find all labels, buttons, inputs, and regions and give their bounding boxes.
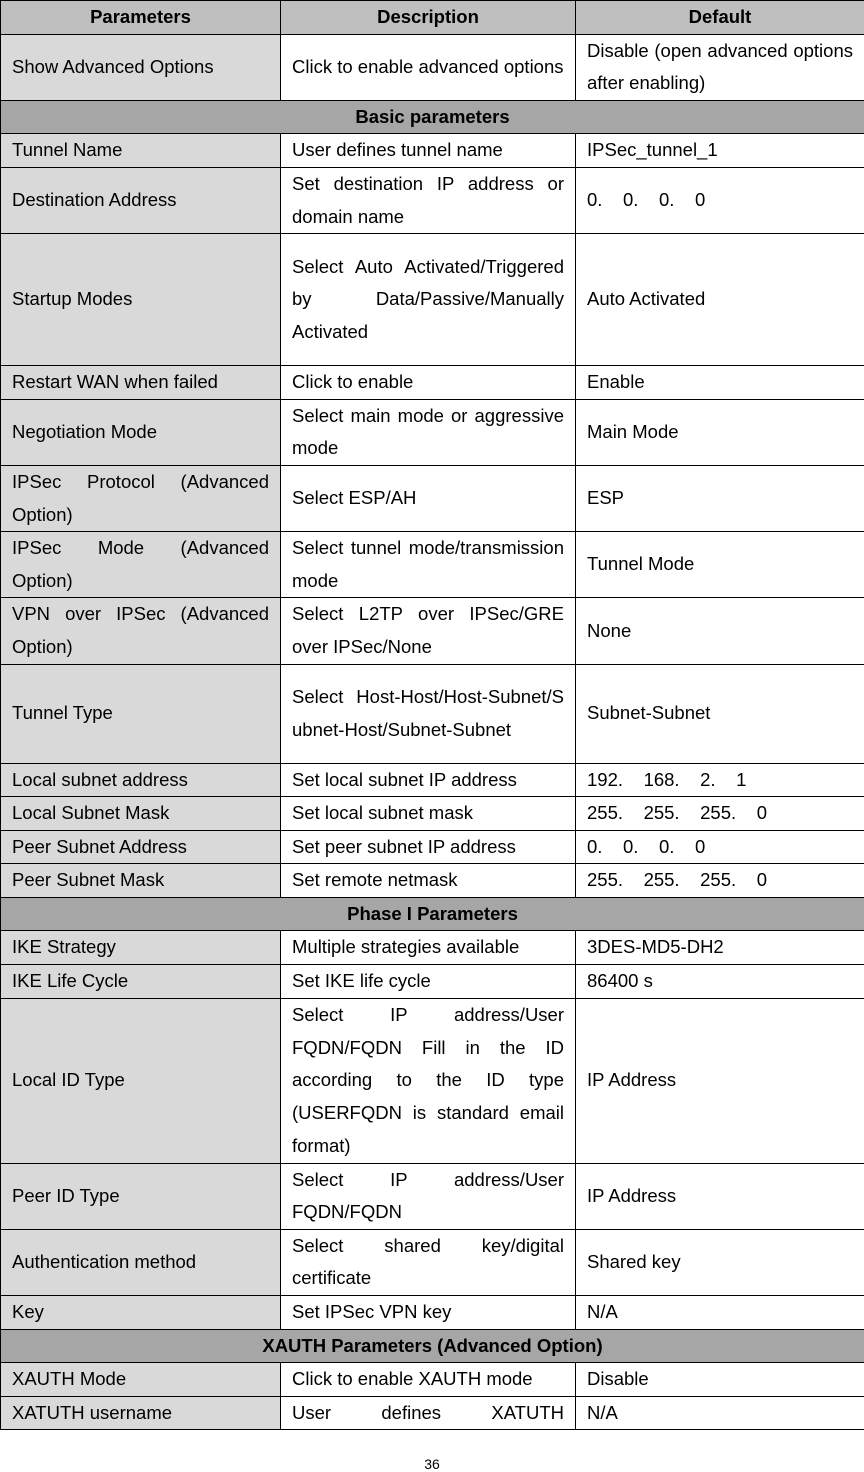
default-cell: 3DES-MD5-DH2 — [576, 931, 864, 965]
section-header-row — [1, 1329, 864, 1363]
desc-cell: Set peer subnet IP address — [281, 830, 576, 864]
desc-cell: Select IP address/User FQDN/FQDN Fill in the ID according to the ID type (USERFQDN is standard email format) — [281, 998, 576, 1163]
param-cell: Local subnet address — [1, 763, 281, 797]
desc-cell: Select IP address/User FQDN/FQDN — [281, 1163, 576, 1229]
table-row — [1, 931, 864, 965]
param-cell: Authentication method — [1, 1229, 281, 1295]
desc-cell: Select tunnel mode/transmission mode — [281, 532, 576, 598]
param-cell: Peer Subnet Address — [1, 830, 281, 864]
default-cell: 255. 255. 255. 0 — [576, 864, 864, 898]
table-row — [1, 399, 864, 465]
param-cell: Destination Address — [1, 167, 281, 233]
default-cell: Auto Activated — [576, 234, 864, 366]
section-header-row — [1, 100, 864, 134]
table-row — [1, 797, 864, 831]
default-cell: N/A — [576, 1296, 864, 1330]
param-cell: IKE Life Cycle — [1, 965, 281, 999]
desc-cell: Set remote netmask — [281, 864, 576, 898]
table-row — [1, 465, 864, 531]
desc-cell: Set local subnet IP address — [281, 763, 576, 797]
default-cell: 0. 0. 0. 0 — [576, 830, 864, 864]
default-cell: 0. 0. 0. 0 — [576, 167, 864, 233]
desc-cell: Click to enable advanced options — [281, 34, 576, 100]
default-cell: Disable — [576, 1363, 864, 1397]
desc-cell: Select L2TP over IPSec/GRE over IPSec/None — [281, 598, 576, 664]
desc-cell: Set local subnet mask — [281, 797, 576, 831]
section-title: Phase I Parameters — [1, 897, 864, 931]
default-cell: None — [576, 598, 864, 664]
table-row — [1, 965, 864, 999]
default-cell: Disable (open advanced options after enabling) — [576, 34, 864, 100]
header-default: Default — [576, 1, 864, 35]
param-cell: Local ID Type — [1, 998, 281, 1163]
default-cell: N/A — [576, 1396, 864, 1430]
desc-cell: Select Auto Activated/Triggered by Data/Passive/Manually Activated — [281, 234, 576, 366]
default-cell: IPSec_tunnel_1 — [576, 134, 864, 168]
table-row — [1, 1296, 864, 1330]
default-cell: IP Address — [576, 1163, 864, 1229]
param-cell: Startup Modes — [1, 234, 281, 366]
table-row — [1, 366, 864, 400]
desc-cell: Click to enable XAUTH mode — [281, 1363, 576, 1397]
table-row — [1, 598, 864, 664]
default-cell: Tunnel Mode — [576, 532, 864, 598]
page-number: 36 — [0, 1456, 864, 1472]
default-cell: Enable — [576, 366, 864, 400]
table-row — [1, 34, 864, 100]
param-cell: XATUTH username — [1, 1396, 281, 1430]
param-cell: Local Subnet Mask — [1, 797, 281, 831]
desc-cell: Select shared key/digital certificate — [281, 1229, 576, 1295]
header-description: Description — [281, 1, 576, 35]
default-cell: 192. 168. 2. 1 — [576, 763, 864, 797]
desc-cell: User defines XATUTH — [281, 1396, 576, 1430]
default-cell: 255. 255. 255. 0 — [576, 797, 864, 831]
param-cell: IPSec Protocol (Advanced Option) — [1, 465, 281, 531]
default-cell: ESP — [576, 465, 864, 531]
param-cell: VPN over IPSec (Advanced Option) — [1, 598, 281, 664]
param-cell: Restart WAN when failed — [1, 366, 281, 400]
param-cell: XAUTH Mode — [1, 1363, 281, 1397]
default-cell: Subnet-Subnet — [576, 664, 864, 763]
desc-cell: Click to enable — [281, 366, 576, 400]
section-header-row — [1, 897, 864, 931]
table-row — [1, 864, 864, 898]
table-row — [1, 763, 864, 797]
section-title: XAUTH Parameters (Advanced Option) — [1, 1329, 864, 1363]
param-cell: Peer ID Type — [1, 1163, 281, 1229]
default-cell: Shared key — [576, 1229, 864, 1295]
table-row — [1, 998, 864, 1163]
param-cell: Tunnel Name — [1, 134, 281, 168]
param-cell: Show Advanced Options — [1, 34, 281, 100]
default-cell: Main Mode — [576, 399, 864, 465]
table-row — [1, 664, 864, 763]
table-row — [1, 830, 864, 864]
desc-cell: Multiple strategies available — [281, 931, 576, 965]
table-row — [1, 1396, 864, 1430]
table-row — [1, 167, 864, 233]
desc-cell: Select Host-Host/Host-Subnet/Subnet-Host/Subnet-Subnet — [281, 664, 576, 763]
desc-cell: Select ESP/AH — [281, 465, 576, 531]
table-row — [1, 1163, 864, 1229]
default-cell: 86400 s — [576, 965, 864, 999]
desc-cell: Set IPSec VPN key — [281, 1296, 576, 1330]
header-parameters: Parameters — [1, 1, 281, 35]
table-row — [1, 234, 864, 366]
table-row — [1, 532, 864, 598]
param-cell: Peer Subnet Mask — [1, 864, 281, 898]
table-row — [1, 1229, 864, 1295]
param-cell: IKE Strategy — [1, 931, 281, 965]
param-cell: Key — [1, 1296, 281, 1330]
desc-cell: Select main mode or aggressive mode — [281, 399, 576, 465]
desc-cell: User defines tunnel name — [281, 134, 576, 168]
section-title: Basic parameters — [1, 100, 864, 134]
desc-cell: Set IKE life cycle — [281, 965, 576, 999]
default-cell: IP Address — [576, 998, 864, 1163]
table-row — [1, 134, 864, 168]
table-header-row — [1, 1, 864, 35]
param-cell: IPSec Mode (Advanced Option) — [1, 532, 281, 598]
param-cell: Negotiation Mode — [1, 399, 281, 465]
table-row — [1, 1363, 864, 1397]
param-cell: Tunnel Type — [1, 664, 281, 763]
desc-cell: Set destination IP address or domain name — [281, 167, 576, 233]
